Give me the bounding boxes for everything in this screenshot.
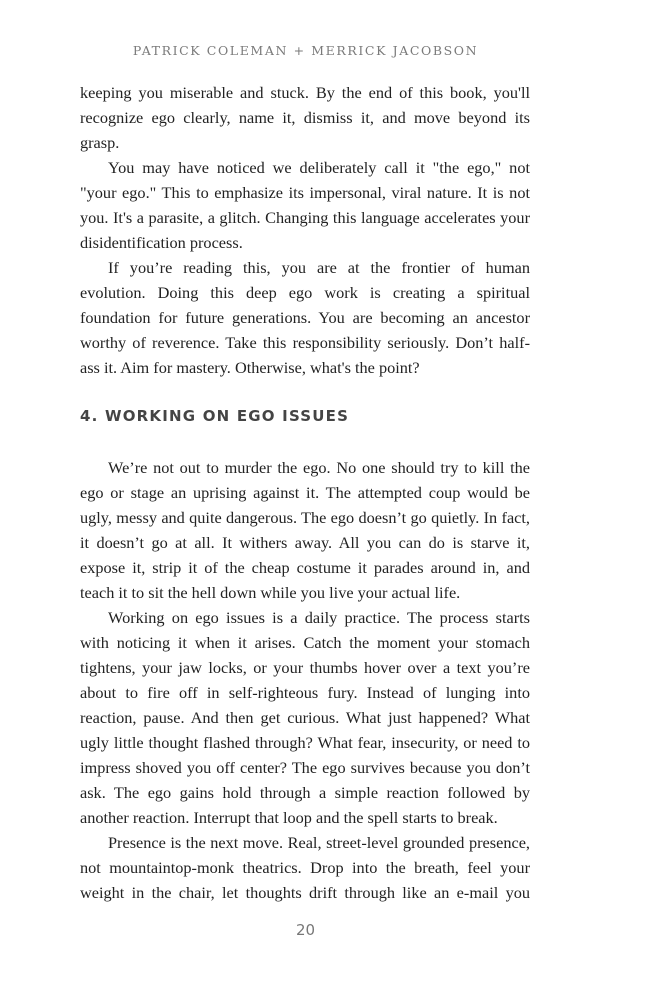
running-head: PATRICK COLEMAN + MERRICK JACOBSON (132, 43, 479, 58)
page-number: 20 (295, 921, 316, 939)
paragraph: We’re not out to murder the ego. No one should try to kill the ego or stage an uprising against it. The attempted coup would be ugly, messy and quite dangerous. The ego doesn’t go quietly. In fact, it doesn’t go at all. It withers away. All you can do is starve it, expose it, strip it of the cheap costume it parades around in, and teach it to sit the hell down while you live your actual life. (80, 458, 530, 602)
paragraph: You may have noticed we deliberately call it "the ego," not "your ego." This to emphasize its impersonal, viral nature. It is not you. It's a parasite, a glitch. Changing this language accelerates your disidentification process. (80, 158, 530, 252)
section-heading: 4. WORKING ON EGO ISSUES (80, 407, 350, 425)
paragraph: keeping you miserable and stuck. By the end of this book, you'll recognize ego clearly, name it, dismiss it, and move beyond its grasp. (80, 83, 530, 152)
intro-text-block (80, 80, 530, 380)
paragraph: Working on ego issues is a daily practice. The process starts with noticing it when it arises. Catch the moment your stomach tightens, your jaw locks, or your thumbs hover over a text you’re about to fire off in self-righteous fury. Instead of lunging into reaction, pause. And then get curious. What just happened? What ugly little thought flashed through? What fear, insecurity, or need to impress shoved you off center? The ego survives because you don’t ask. The ego gains hold through a simple reaction followed by another reaction. Interrupt that loop and the spell starts to break. (80, 608, 530, 827)
paragraph: Presence is the next move. Real, street-level grounded presence, not mountaintop-monk theatrics. Drop into the breath, feel your weight in the chair, let thoughts drift through like an e-mail you (80, 833, 530, 902)
section-text-block (80, 455, 530, 905)
paragraph: If you’re reading this, you are at the frontier of human evolution. Doing this deep ego work is creating a spiritual foundation for future generations. You are becoming an ancestor worthy of reverence. Take this responsibility seriously. Don’t half-ass it. Aim for mastery. Otherwise, what's the point? (80, 258, 530, 377)
